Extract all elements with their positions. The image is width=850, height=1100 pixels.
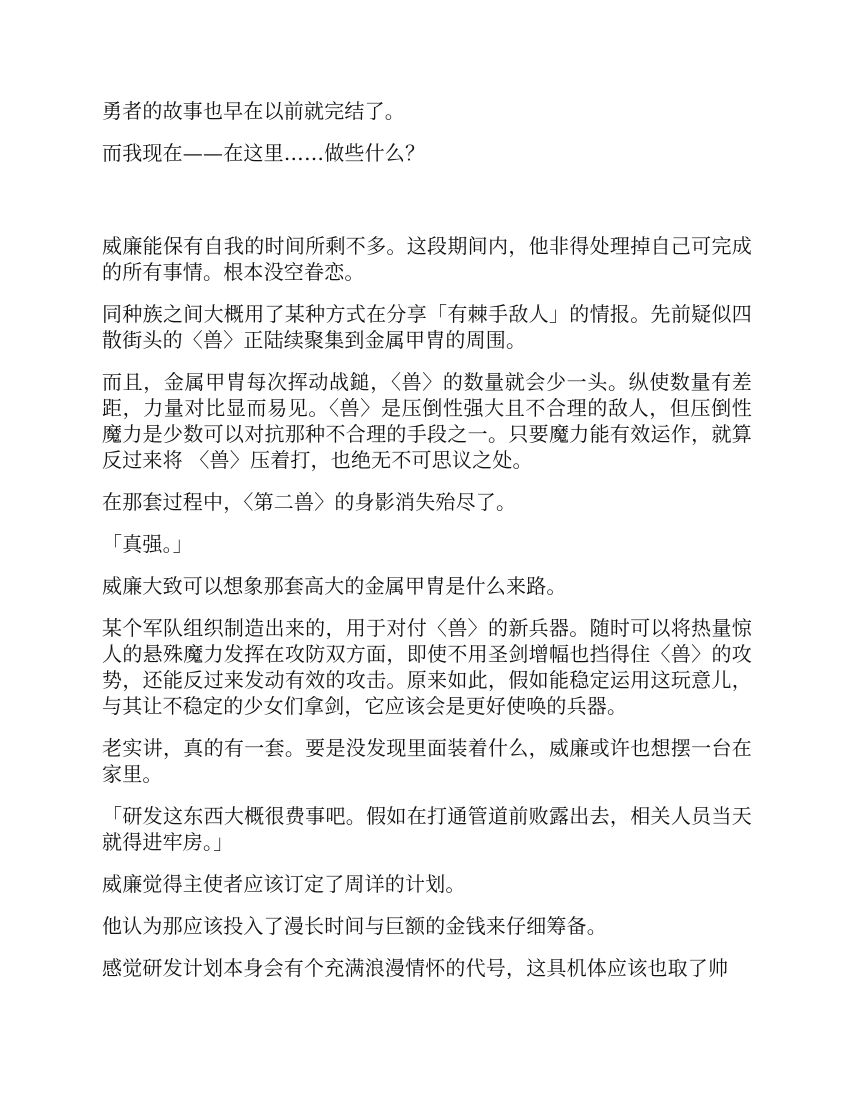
paragraph: 他认为那应该投入了漫长时间与巨额的金钱来仔细筹备。 bbox=[102, 914, 607, 938]
paragraph: 同种族之间大概用了某种方式在分享「有棘手敌人」的情报。先前疑似四散街头的〈兽〉正陆续聚集到金属甲胄的周围。 bbox=[102, 302, 752, 352]
paragraph: 威廉觉得主使者应该订定了周详的计划。 bbox=[102, 872, 466, 896]
paragraph: 老实讲，真的有一套。要是没发现里面装着什么，威廉或许也想摆一台在家里。 bbox=[102, 736, 752, 786]
paragraph: 威廉能保有自我的时间所剩不多。这段期间内，他非得处理掉自己可完成的所有事情。根本没空眷恋。 bbox=[102, 234, 752, 284]
dialogue-line: 「真强。」 bbox=[102, 532, 193, 556]
paragraph: 感觉研发计划本身会有个充满浪漫情怀的代号，这具机体应该也取了帅 bbox=[102, 956, 729, 980]
paragraph: 威廉大致可以想象那套高大的金属甲胄是什么来路。 bbox=[102, 574, 567, 598]
paragraph: 在那套过程中，〈第二兽〉的身影消失殆尽了。 bbox=[102, 490, 517, 514]
main-section bbox=[102, 233, 752, 981]
paragraph: 某个军队组织制造出来的，用于对付〈兽〉的新兵器。随时可以将热量惊人的悬殊魔力发挥在攻防双方面，即使不用圣剑增幅也挡得住〈兽〉的攻势，还能反过来发动有效的攻击。原来如此，假如能稳定运用这玩意儿，与其让不稳定的少女们拿剑，它应该会是更好使唤的兵器。 bbox=[102, 616, 752, 718]
paragraph: 而且，金属甲胄每次挥动战鎚，〈兽〉的数量就会少一头。纵使数量有差距，力量对比显而易见。〈兽〉是压倒性强大且不合理的敌人，但压倒性魔力是少数可以对抗那种不合理的手段之一。只要魔力能有效运作，就算反过来将 〈兽〉压着打，也绝无不可思议之处。 bbox=[102, 370, 752, 472]
paragraph: 而我现在——在这里……做些什么？ bbox=[102, 141, 426, 165]
dialogue-line: 「研发这东西大概很费事吧。假如在打通管道前败露出去，相关人员当天就得进牢房。」 bbox=[102, 804, 752, 854]
paragraph: 勇者的故事也早在以前就完结了。 bbox=[102, 99, 405, 123]
opening-section bbox=[102, 98, 752, 166]
